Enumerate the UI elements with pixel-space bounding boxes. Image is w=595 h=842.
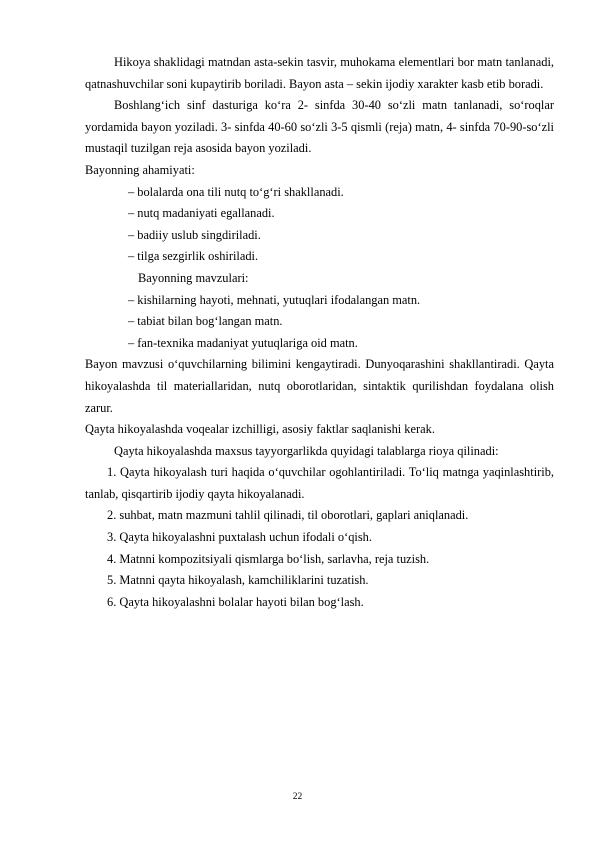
importance-list [85, 182, 554, 268]
page-number: 22 [292, 792, 303, 802]
list-item: – fan-texnika madaniyat yutuqlariga oid matn. [128, 335, 358, 350]
paragraph-topic-effect: Bayon mavzusi o‘quvchilarning bilimini kengaytiradi. Dunyoqarashini shakllantiradi. Qayta hikoyalashda til materiallaridan, nutq oborotlaridan, sintaktik qurilishdan foydalana olish zarur. [85, 357, 554, 415]
paragraph-curriculum: Boshlang‘ich sinf dasturiga ko‘ra 2- sinfda 30-40 so‘zli matn tanlanadi, so‘roqlar yordamida bayon yoziladi. 3- sinfda 40-60 so‘zli 3-5 qismli (reja) matn, 4- sinfda 70-90-so‘zli mustaqil tuzilgan reja asosida bayon yoziladi. [85, 98, 554, 156]
paragraph-requirements: Qayta hikoyalashda maxsus tayyorgarlikda quyidagi talablarga rioya qilinadi: [114, 443, 499, 458]
list-item: 2. suhbat, matn mazmuni tahlil qilinadi, til oborotlari, gaplari aniqlanadi. [107, 508, 469, 523]
list-item: 3. Qayta hikoyalashni puxtalash uchun ifodali o‘qish. [107, 530, 372, 545]
page-body [85, 52, 554, 613]
list-item: 5. Matnni qayta hikoyalash, kamchiliklarini tuzatish. [107, 573, 369, 588]
list-item: – tabiat bilan bog‘langan matn. [128, 314, 283, 329]
steps-list [85, 462, 554, 613]
list-item: – bolalarda ona tili nutq to‘g‘ri shakllanadi. [128, 184, 344, 199]
topics-heading: Bayonning mavzulari: [138, 270, 249, 285]
list-item: 6. Qayta hikoyalashni bolalar hayoti bilan bog‘lash. [107, 594, 364, 609]
paragraph-narrative-text: Hikoya shaklidagi matndan asta-sekin tasvir, muhokama elementlari bor matn tanlanadi, qatnashuvchilar soni kupaytirib boriladi. Bayon asta – sekin ijodiy xarakter kasb etib boradi. [85, 55, 554, 91]
importance-heading: Bayonning ahamiyati: [85, 162, 195, 177]
topics-list [85, 290, 554, 355]
list-item: 1. Qayta hikoyalash turi haqida o‘quvchilar ogohlantiriladi. To‘liq matnga yaqinlashtirib, tanlab, qisqartirib ijodiy qayta hikoyalanadi. [85, 465, 554, 501]
paragraph-sequence: Qayta hikoyalashda voqealar izchilligi, asosiy faktlar saqlanishi kerak. [85, 422, 435, 437]
list-item: 4. Matnni kompozitsiyali qismlarga bo‘lish, sarlavha, reja tuzish. [107, 551, 430, 566]
list-item: – badiiy uslub singdiriladi. [128, 227, 261, 242]
list-item: – kishilarning hayoti, mehnati, yutuqlari ifodalangan matn. [128, 292, 421, 307]
list-item: – nutq madaniyati egallanadi. [128, 206, 275, 221]
list-item: – tilga sezgirlik oshiriladi. [128, 249, 259, 264]
